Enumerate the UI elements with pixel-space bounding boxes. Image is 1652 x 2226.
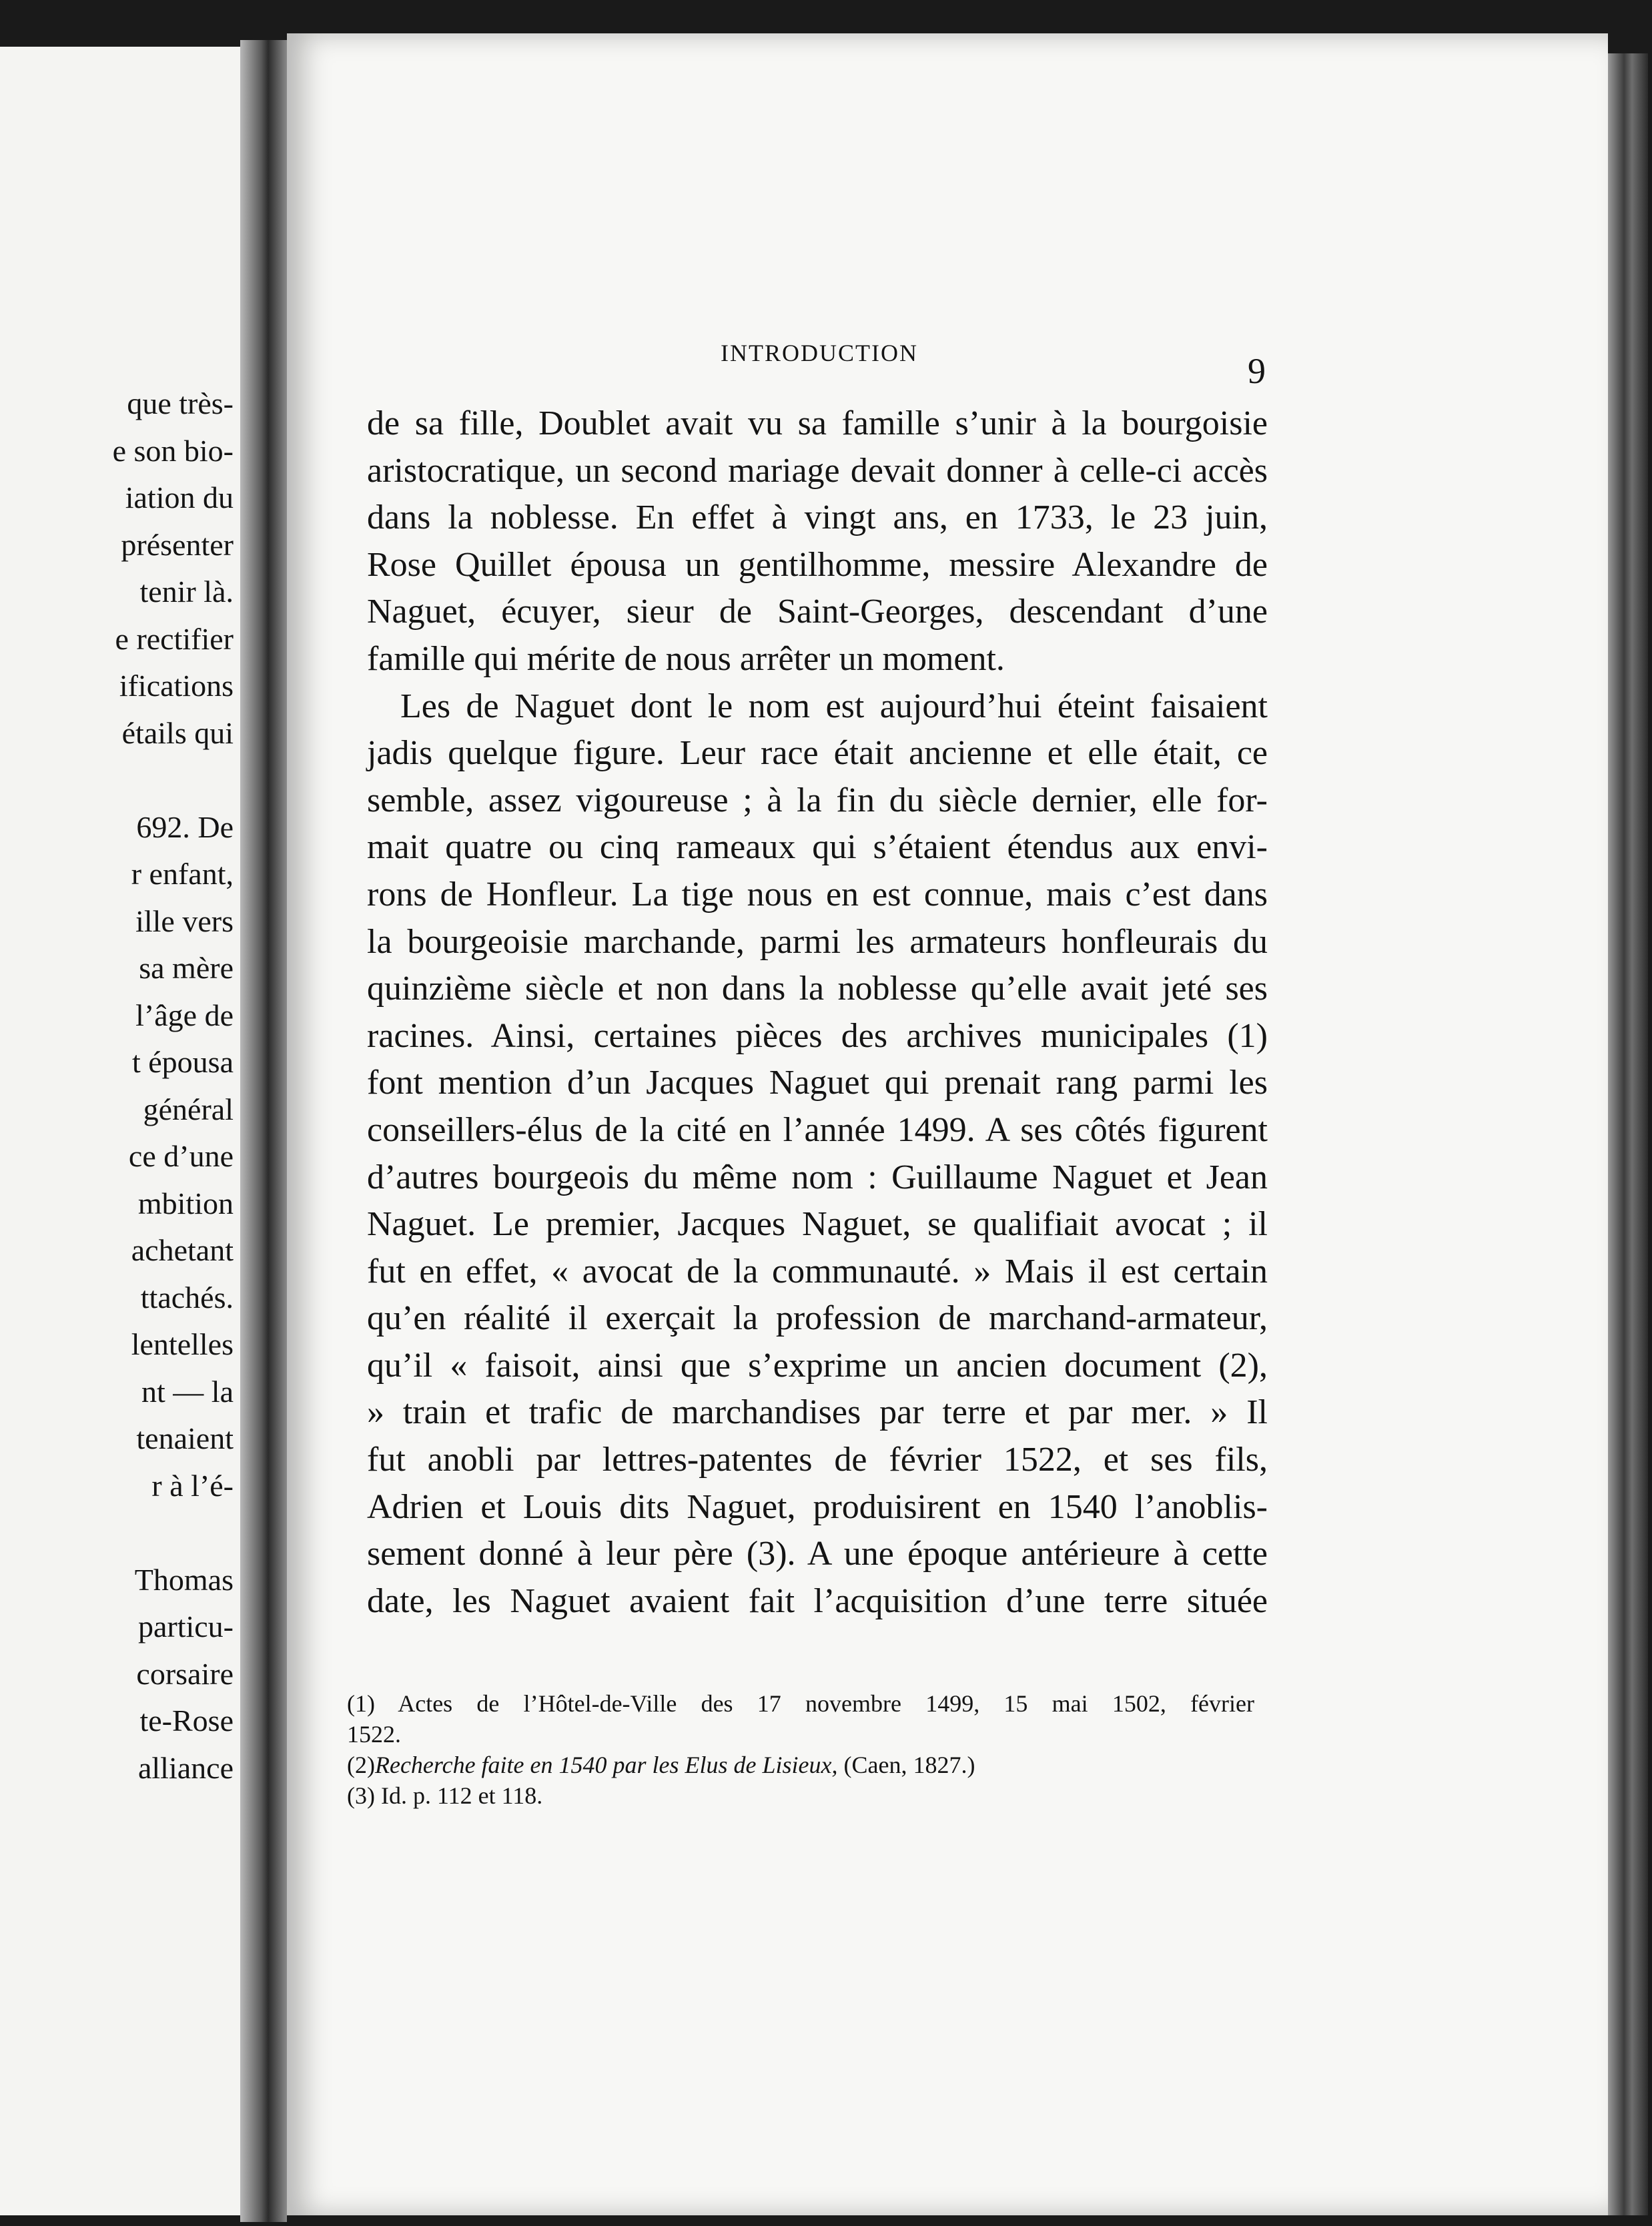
text-line: date, les Naguet avaient fait l’acquisition d’une terre située <box>367 1581 1268 1620</box>
text-line: la bourgeoisie marchande, parmi les armateurs honfleurais du <box>367 922 1268 961</box>
text-line: conseillers-élus de la cité en l’année 1499. A ses côtés figurent <box>367 1110 1268 1149</box>
left-page-fragment: 692. De <box>136 809 234 844</box>
footnote-2 <box>347 1750 1254 1780</box>
text-line: d’autres bourgeois du même nom : Guillaume Naguet et Jean <box>367 1158 1268 1196</box>
page-edge-shadow <box>1608 53 1648 2215</box>
left-page-fragment: alliance <box>137 1750 234 1785</box>
left-page-fragment: tenaient <box>136 1421 234 1455</box>
left-page-fragment: étails qui <box>121 715 234 750</box>
text-line: Rose Quillet épousa un gentilhomme, messire Alexandre de <box>367 545 1268 584</box>
footnote-3: (3) Id. p. 112 et 118. <box>347 1782 543 1809</box>
left-page-fragment: Thomas <box>134 1562 234 1597</box>
left-page-fragment: sa mère <box>139 951 234 985</box>
text-line: de sa fille, Doublet avait vu sa famille s’unir à la bourgoisie <box>367 404 1268 442</box>
text-line: Naguet. Le premier, Jacques Naguet, se qualifiait avocat ; il <box>367 1205 1268 1244</box>
footnote-1-continuation: 1522. <box>347 1721 401 1748</box>
text-line: Naguet, écuyer, sieur de Saint-Georges, descendant d’une <box>367 593 1268 631</box>
left-page-fragment: général <box>143 1092 234 1126</box>
text-line: dans la noblesse. En effet à vingt ans, en 1733, le 23 juin, <box>367 498 1268 537</box>
text-line: sement donné à leur père (3). A une époque antérieure à cette <box>367 1535 1268 1573</box>
footnote-1: (1) Actes de l’Hôtel-de-Ville des 17 novembre 1499, 15 mai 1502, février <box>347 1690 1254 1717</box>
left-page-fragment: corsaire <box>136 1656 234 1691</box>
left-page-fragment: ce d’une <box>128 1139 234 1173</box>
left-page-fragment: présenter <box>121 527 234 562</box>
left-page-fragment: ttachés. <box>140 1280 234 1315</box>
left-page-fragment: te-Rose <box>139 1704 234 1738</box>
text-line: semble, assez vigoureuse ; à la fin du siècle dernier, elle for- <box>367 781 1268 819</box>
left-page-fragment: nt — la <box>141 1374 234 1409</box>
left-page-fragment: ifications <box>119 669 234 703</box>
left-page-fragment: t épousa <box>131 1045 234 1079</box>
text-line: racines. Ainsi, certaines pièces des archives municipales (1) <box>367 1016 1268 1055</box>
text-line: » train et trafic de marchandises par terre et par mer. » Il <box>367 1393 1268 1432</box>
text-line: rons de Honfleur. La tige nous en est connue, mais c’est dans <box>367 875 1268 913</box>
text-line: fut anobli par lettres-patentes de février 1522, et ses fils, <box>367 1441 1268 1479</box>
text-line: jadis quelque figure. Leur race était ancienne et elle était, ce <box>367 734 1268 773</box>
left-page-fragment: e rectifier <box>115 621 234 656</box>
left-page-fragment: iation du <box>125 480 234 514</box>
left-page-fragment: tenir là. <box>139 575 234 609</box>
left-page-fragment: achetant <box>131 1233 234 1267</box>
left-page-fragment: l’âge de <box>135 998 234 1032</box>
running-head: INTRODUCTION <box>721 340 918 366</box>
text-line: mait quatre ou cinq rameaux qui s’étaient étendus aux envi- <box>367 828 1268 867</box>
left-page-fragment: r enfant, <box>131 857 234 891</box>
left-page-fragment: que très- <box>127 386 234 420</box>
footnote-2-title: Recherche faite en 1540 par les Elus de Lisieux, <box>374 1752 838 1778</box>
body-text <box>367 400 1268 1625</box>
text-line: quinzième siècle et non dans la noblesse qu’elle avait jeté ses <box>367 970 1268 1008</box>
text-line: Adrien et Louis dits Naguet, produisirent en 1540 l’anoblis- <box>367 1487 1268 1526</box>
text-line: Les de Naguet dont le nom est aujourd’hui éteint faisaient <box>400 687 1268 725</box>
left-page-fragment: mbition <box>137 1186 234 1220</box>
left-page-fragment: lentelles <box>131 1327 234 1361</box>
book-gutter <box>240 40 287 2222</box>
left-facing-page <box>0 47 240 2215</box>
text-line: font mention d’un Jacques Naguet qui prenait rang parmi les <box>367 1064 1268 1102</box>
left-page-fragment: r à l’é- <box>151 1468 234 1503</box>
text-line: fut en effet, « avocat de la communauté. » Mais il est certain <box>367 1252 1268 1290</box>
text-line: famille qui mérite de nous arrêter un moment. <box>367 639 1005 678</box>
footnotes <box>347 1688 1254 1811</box>
text-line: qu’en réalité il exerçait la profession de marchand-armateur, <box>367 1299 1268 1338</box>
page-number: 9 <box>1248 351 1266 391</box>
left-page-fragment: particu- <box>137 1609 234 1643</box>
footnote-2-rest: (Caen, 1827.) <box>837 1752 975 1778</box>
left-page-fragment: ille vers <box>135 903 234 938</box>
left-page-fragment: e son bio- <box>112 433 234 468</box>
footnote-2-number: (2) <box>347 1752 375 1778</box>
text-line: aristocratique, un second mariage devait donner à celle-ci accès <box>367 451 1268 490</box>
text-line: qu’il « faisoit, ainsi que s’exprime un ancien document (2), <box>367 1346 1268 1385</box>
